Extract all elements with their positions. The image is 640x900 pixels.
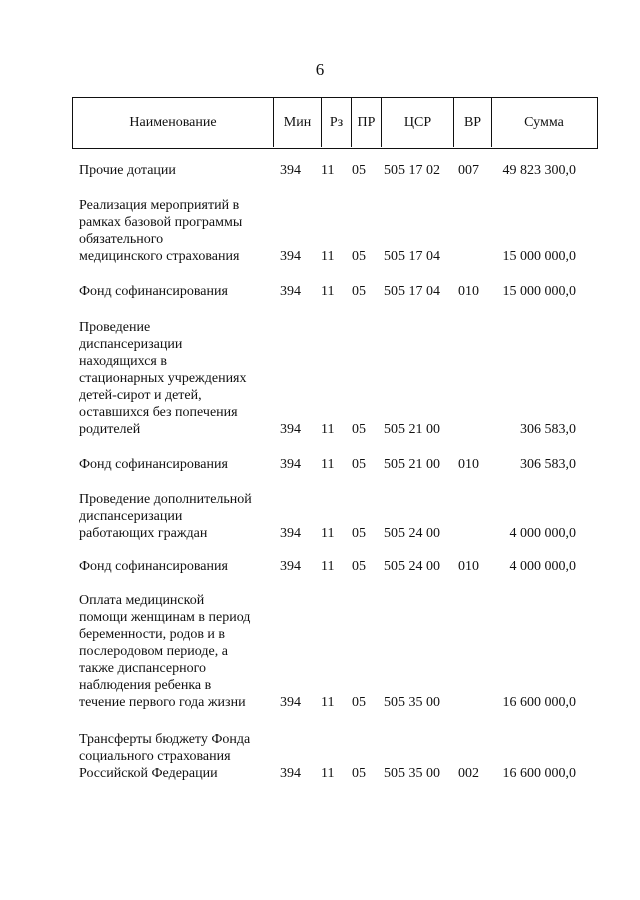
table-row <box>0 162 640 179</box>
row-sum: 49 823 300,0 <box>502 163 576 178</box>
table-row <box>0 592 640 711</box>
row-pr: 05 <box>352 457 366 472</box>
row-pr: 05 <box>352 422 366 437</box>
row-pr: 05 <box>352 163 366 178</box>
row-sum: 4 000 000,0 <box>509 526 576 541</box>
row-rz: 11 <box>321 284 335 299</box>
header-name: Наименование <box>129 114 217 130</box>
row-rz: 11 <box>321 559 335 574</box>
row-rz: 11 <box>321 695 335 710</box>
table-header <box>72 97 598 149</box>
row-vr: 010 <box>458 284 479 299</box>
row-pr: 05 <box>352 526 366 541</box>
row-sum: 306 583,0 <box>520 457 576 472</box>
row-sum: 16 600 000,0 <box>502 766 576 781</box>
row-pr: 05 <box>352 559 366 574</box>
row-csr: 505 24 00 <box>384 559 440 574</box>
row-name: Проведение дополнительной диспансеризации работающих граждан <box>79 492 252 541</box>
row-vr: 007 <box>458 163 479 178</box>
header-sum: Сумма <box>491 98 596 147</box>
table-row <box>0 283 640 300</box>
row-min: 394 <box>280 559 301 574</box>
row-min: 394 <box>280 249 301 264</box>
row-name: Прочие дотации <box>79 163 176 178</box>
row-name: Фонд софинансирования <box>79 284 228 299</box>
row-csr: 505 21 00 <box>384 457 440 472</box>
row-name: Фонд софинансирования <box>79 457 228 472</box>
header-vr: ВР <box>453 98 491 147</box>
row-csr: 505 35 00 <box>384 766 440 781</box>
header-pr: ПР <box>351 98 381 147</box>
row-csr: 505 21 00 <box>384 422 440 437</box>
row-csr: 505 24 00 <box>384 526 440 541</box>
row-rz: 11 <box>321 457 335 472</box>
page-number: 6 <box>315 60 325 79</box>
row-min: 394 <box>280 457 301 472</box>
row-rz: 11 <box>321 766 335 781</box>
row-min: 394 <box>280 526 301 541</box>
row-csr: 505 17 04 <box>384 249 440 264</box>
row-name: Оплата медицинской помощи женщинам в период беременности, родов и в послеродовом периоде, а также диспансерного наблюдения ребенка в течение первого года жизни <box>79 593 251 710</box>
row-vr: 002 <box>458 766 479 781</box>
row-sum: 15 000 000,0 <box>502 284 576 299</box>
table-row <box>0 456 640 473</box>
row-name: Фонд софинансирования <box>79 559 228 574</box>
row-csr: 505 35 00 <box>384 695 440 710</box>
table-row <box>0 731 640 782</box>
row-sum: 15 000 000,0 <box>502 249 576 264</box>
table-row <box>0 319 640 438</box>
header-csr: ЦСР <box>381 98 453 147</box>
row-min: 394 <box>280 766 301 781</box>
row-pr: 05 <box>352 695 366 710</box>
row-sum: 16 600 000,0 <box>502 695 576 710</box>
row-name: Трансферты бюджету Фонда социального страхования Российской Федерации <box>79 732 251 781</box>
row-sum: 306 583,0 <box>520 422 576 437</box>
row-rz: 11 <box>321 526 335 541</box>
row-min: 394 <box>280 695 301 710</box>
row-name: Проведение диспансеризации находящихся в стационарных учреждениях детей-сирот и детей, оставшихся без попечения родителей <box>79 320 247 437</box>
row-csr: 505 17 02 <box>384 163 440 178</box>
row-min: 394 <box>280 284 301 299</box>
row-vr: 010 <box>458 457 479 472</box>
row-pr: 05 <box>352 284 366 299</box>
row-name: Реализация мероприятий в рамках базовой программы обязательного медицинского страхования <box>79 198 243 264</box>
row-csr: 505 17 04 <box>384 284 440 299</box>
row-vr: 010 <box>458 559 479 574</box>
row-rz: 11 <box>321 163 335 178</box>
row-sum: 4 000 000,0 <box>509 559 576 574</box>
row-pr: 05 <box>352 249 366 264</box>
header-rz: Рз <box>321 98 351 147</box>
row-min: 394 <box>280 422 301 437</box>
row-rz: 11 <box>321 249 335 264</box>
table-row <box>0 558 640 575</box>
table-row <box>0 197 640 265</box>
row-min: 394 <box>280 163 301 178</box>
row-pr: 05 <box>352 766 366 781</box>
table-row <box>0 491 640 542</box>
header-min: Мин <box>273 98 321 147</box>
row-rz: 11 <box>321 422 335 437</box>
